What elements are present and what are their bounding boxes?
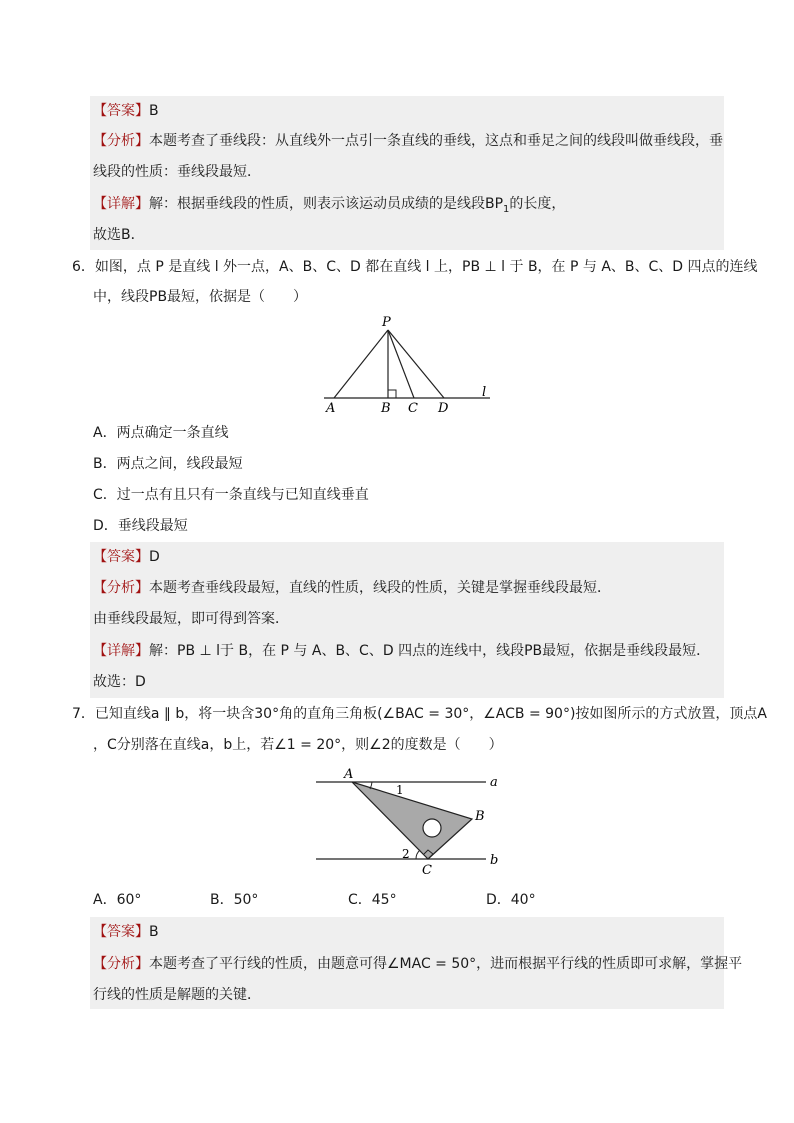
ruler-hole xyxy=(423,819,441,837)
analysis-tag: 【分析】 xyxy=(93,133,149,149)
detail-line-q6 xyxy=(93,641,710,661)
detail-subscript: 1 xyxy=(503,203,510,215)
label-A: A xyxy=(326,401,336,416)
analysis-text: 线段的性质：垂线段最短． xyxy=(93,164,261,180)
label-B: B xyxy=(475,809,485,824)
conclusion-q5 xyxy=(93,225,145,245)
figure-q6 xyxy=(318,308,500,420)
triangle-ruler xyxy=(352,782,472,859)
label-2: 2 xyxy=(402,847,410,861)
analysis-text: 本题考查了垂线段：从直线外一点引一条直线的垂线，这点和垂足之间的线段叫做垂线段，垂 xyxy=(149,133,723,149)
option-c-q7: C．45° xyxy=(348,892,397,908)
option-a-q6: A．两点确定一条直线 xyxy=(93,425,229,441)
figure-q7 xyxy=(310,762,510,880)
option-c-q6: C．过一点有且只有一条直线与已知直线垂直 xyxy=(93,487,369,503)
detail-text: 解：PB ⊥ l于 B，在 P 与 A、B、C、D 四点的连线中，线段PB最短，依据是垂线段最短． xyxy=(149,643,711,659)
conclusion-q6 xyxy=(93,672,146,692)
detail-tag: 【详解】 xyxy=(93,196,149,212)
label-A: A xyxy=(344,767,354,782)
analysis-line-q6-2 xyxy=(93,609,289,629)
detail-text: 解：根据垂线段的性质，则表示该运动员成绩的是线段BP xyxy=(149,196,504,212)
answer-value: D xyxy=(149,549,160,565)
angle-2-arc xyxy=(416,850,420,859)
question-6-line-1 xyxy=(72,257,758,277)
analysis-line-q6-1 xyxy=(93,578,611,598)
answer-line-q7 xyxy=(93,922,159,942)
conclusion-text: 故选B． xyxy=(93,227,145,243)
question-text: 7．已知直线a ∥ b，将一块含30°角的直角三角板(∠BAC = 30°，∠ACB = 90°)按如图所示的方式放置，顶点A xyxy=(72,706,768,722)
answer-line-q6 xyxy=(93,547,160,567)
label-C: C xyxy=(422,863,432,878)
label-C: C xyxy=(408,401,418,416)
analysis-text: 本题考查了平行线的性质，由题意可得∠MAC = 50°，进而根据平行线的性质即可求解，掌握平 xyxy=(149,956,743,972)
segment-PC xyxy=(388,330,414,398)
label-l: l xyxy=(482,385,487,400)
analysis-text: 由垂线段最短，即可得到答案． xyxy=(93,611,289,627)
question-text: ，C分别落在直线a，b上，若∠1 = 20°，则∠2的度数是（ ） xyxy=(93,737,503,753)
option-b-q7: B．50° xyxy=(210,892,259,908)
answer-value: B xyxy=(149,924,159,940)
label-B: B xyxy=(381,401,391,416)
analysis-line-q7-2 xyxy=(93,985,261,1005)
detail-line-q5 xyxy=(93,194,565,220)
analysis-text: 本题考查垂线段最短，直线的性质，线段的性质，关键是掌握垂线段最短． xyxy=(149,580,611,596)
segment-PD xyxy=(388,330,444,398)
question-7-line-2 xyxy=(93,735,503,755)
conclusion-text: 故选：D xyxy=(93,674,146,690)
answer-tag: 【答案】 xyxy=(93,924,149,940)
analysis-line-q5-1 xyxy=(93,131,723,151)
analysis-tag: 【分析】 xyxy=(93,956,149,972)
question-6-line-2 xyxy=(93,287,307,307)
segment-PA xyxy=(334,330,388,398)
label-1: 1 xyxy=(396,783,404,797)
option-b-q6: B．两点之间，线段最短 xyxy=(93,456,243,472)
label-D: D xyxy=(438,401,449,416)
question-7-line-1 xyxy=(72,704,767,724)
analysis-tag: 【分析】 xyxy=(93,580,149,596)
detail-tail: 的长度， xyxy=(509,196,566,212)
analysis-line-q7-1 xyxy=(93,954,742,974)
right-angle-mark xyxy=(388,390,396,398)
question-text: 中，线段PB最短，依据是（ ） xyxy=(93,289,308,305)
label-P: P xyxy=(382,315,391,330)
answer-line-q5 xyxy=(93,101,159,121)
option-d-q6: D．垂线段最短 xyxy=(93,518,188,534)
detail-tag: 【详解】 xyxy=(93,643,149,659)
option-d-q7: D．40° xyxy=(486,892,536,908)
answer-tag: 【答案】 xyxy=(93,549,149,565)
question-text: 6．如图，点 P 是直线 l 外一点，A、B、C、D 都在直线 l 上，PB ⊥ l 于 B，在 P 与 A、B、C、D 四点的连线 xyxy=(72,259,758,275)
answer-tag: 【答案】 xyxy=(93,103,149,119)
label-b: b xyxy=(490,853,499,868)
answer-value: B xyxy=(149,103,159,119)
option-a-q7: A．60° xyxy=(93,892,142,908)
label-a: a xyxy=(490,775,498,790)
analysis-line-q5-2 xyxy=(93,162,261,182)
analysis-text: 行线的性质是解题的关键． xyxy=(93,987,261,1003)
